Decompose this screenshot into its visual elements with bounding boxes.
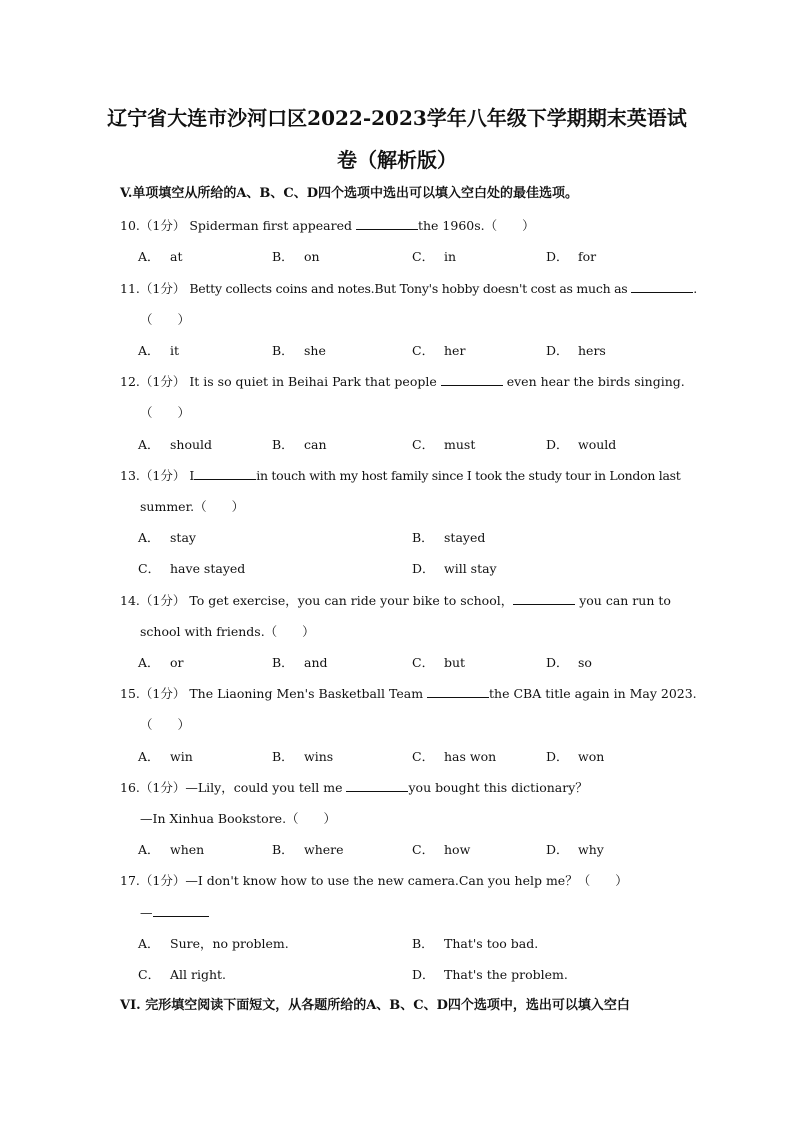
document-title-line2: 卷（解析版）: [337, 148, 457, 172]
option-d[interactable]: D． would: [546, 437, 617, 452]
option-c[interactable]: C． All right.: [138, 967, 227, 982]
question-15: [120, 686, 697, 702]
option-d[interactable]: D． won: [546, 749, 605, 764]
question-text-after: even hear the birds singing.: [502, 374, 685, 389]
option-b[interactable]: B． wins: [272, 749, 334, 764]
option-b[interactable]: B． and: [272, 655, 328, 670]
question-12: [120, 374, 685, 390]
option-b[interactable]: B． where: [272, 842, 344, 857]
option-d[interactable]: D． for: [546, 249, 597, 264]
question-paren: （ ）: [140, 405, 191, 420]
question-text-before: —Lily，could you tell me: [185, 780, 347, 795]
option-a[interactable]: A． when: [138, 842, 205, 857]
option-c[interactable]: C． have stayed: [138, 561, 246, 576]
option-b[interactable]: B． That's too bad.: [412, 936, 539, 951]
option-d[interactable]: D． why: [546, 842, 604, 857]
option-a[interactable]: A． stay: [138, 530, 196, 545]
question-continuation: —In Xinhua Bookstore.（ ）: [140, 811, 337, 826]
question-number: 15.（1分）: [120, 686, 186, 701]
question-text-before: It is so quiet in Beihai Park that people: [189, 374, 441, 389]
question-number: 10.（1分）: [120, 218, 186, 233]
question-text-before: I: [189, 468, 195, 483]
question-text-before: Spiderman first appeared: [189, 218, 356, 233]
option-b[interactable]: B． on: [272, 249, 320, 264]
question-13: [120, 468, 680, 484]
question-paren: （ ）: [140, 312, 191, 327]
option-a[interactable]: A． win: [138, 749, 193, 764]
question-number: 12.（1分）: [120, 374, 186, 389]
section-5-instruction: V.单项填空从所给的A、B、C、D四个选项中选出可以填入空白处的最佳选项。: [120, 186, 579, 201]
answer-blank: [153, 905, 209, 917]
question-paren: （ ）: [140, 717, 191, 732]
question-text-after: the 1960s.（ ）: [417, 218, 535, 233]
question-text-after: you bought this dictionary？: [408, 780, 588, 795]
question-17: [120, 873, 628, 889]
question-11: [120, 281, 697, 297]
question-number: 13.（1分）: [120, 468, 186, 483]
question-text-after: you can run to: [575, 593, 671, 608]
question-text-before: To get exercise，you can ride your bike to school，: [189, 593, 514, 608]
question-number: 17.（1分）: [120, 873, 186, 888]
question-number: 14.（1分）: [120, 593, 186, 608]
option-a[interactable]: A． it: [138, 343, 180, 358]
question-continuation: school with friends.（ ）: [140, 624, 315, 639]
option-c[interactable]: C． but: [412, 655, 466, 670]
question-number: 11.（1分）: [120, 281, 186, 296]
section-6-instruction: VI. 完形填空阅读下面短文，从各题所给的A、B、C、D四个选项中，选出可以填入空白: [120, 998, 630, 1013]
option-c[interactable]: C． must: [412, 437, 476, 452]
question-text-after: the CBA title again in May 2023.: [489, 686, 697, 701]
answer-blank: [513, 593, 575, 605]
option-d[interactable]: D． will stay: [412, 561, 497, 576]
question-text-after: .: [693, 281, 698, 296]
answer-blank: [356, 218, 418, 230]
option-c[interactable]: C． how: [412, 842, 471, 857]
question-16: [120, 780, 588, 796]
option-a[interactable]: A． should: [138, 437, 213, 452]
answer-blank: [441, 374, 503, 386]
option-a[interactable]: A． at: [138, 249, 183, 264]
option-a[interactable]: A． or: [138, 655, 184, 670]
option-a[interactable]: A． Sure，no problem.: [138, 936, 289, 951]
answer-blank: [194, 468, 256, 480]
question-text-before: Betty collects coins and notes.But Tony's hobby doesn't cost as much as: [189, 281, 632, 296]
question-continuation: —: [140, 905, 209, 921]
option-b[interactable]: B． can: [272, 437, 327, 452]
option-c[interactable]: C． in: [412, 249, 457, 264]
question-continuation: summer.（ ）: [140, 499, 245, 514]
option-d[interactable]: D． hers: [546, 343, 606, 358]
option-d[interactable]: D． That's the problem.: [412, 967, 568, 982]
question-text-before: The Liaoning Men's Basketball Team: [189, 686, 428, 701]
option-c[interactable]: C． has won: [412, 749, 497, 764]
question-text-after: in touch with my host family since I took the study tour in London last: [256, 468, 681, 483]
answer-blank: [631, 281, 693, 293]
option-d[interactable]: D． so: [546, 655, 592, 670]
option-c[interactable]: C． her: [412, 343, 466, 358]
question-10: [120, 218, 535, 234]
question-14: [120, 593, 671, 609]
option-b[interactable]: B． stayed: [412, 530, 486, 545]
document-title-line1: 辽宁省大连市沙河口区2022-2023学年八年级下学期期末英语试: [107, 106, 687, 130]
answer-blank: [427, 686, 489, 698]
option-b[interactable]: B． she: [272, 343, 326, 358]
answer-blank: [346, 780, 408, 792]
question-number: 16.（1分）: [120, 780, 186, 795]
question-text: —I don't know how to use the new camera.Can you help me？（ ）: [185, 873, 628, 888]
